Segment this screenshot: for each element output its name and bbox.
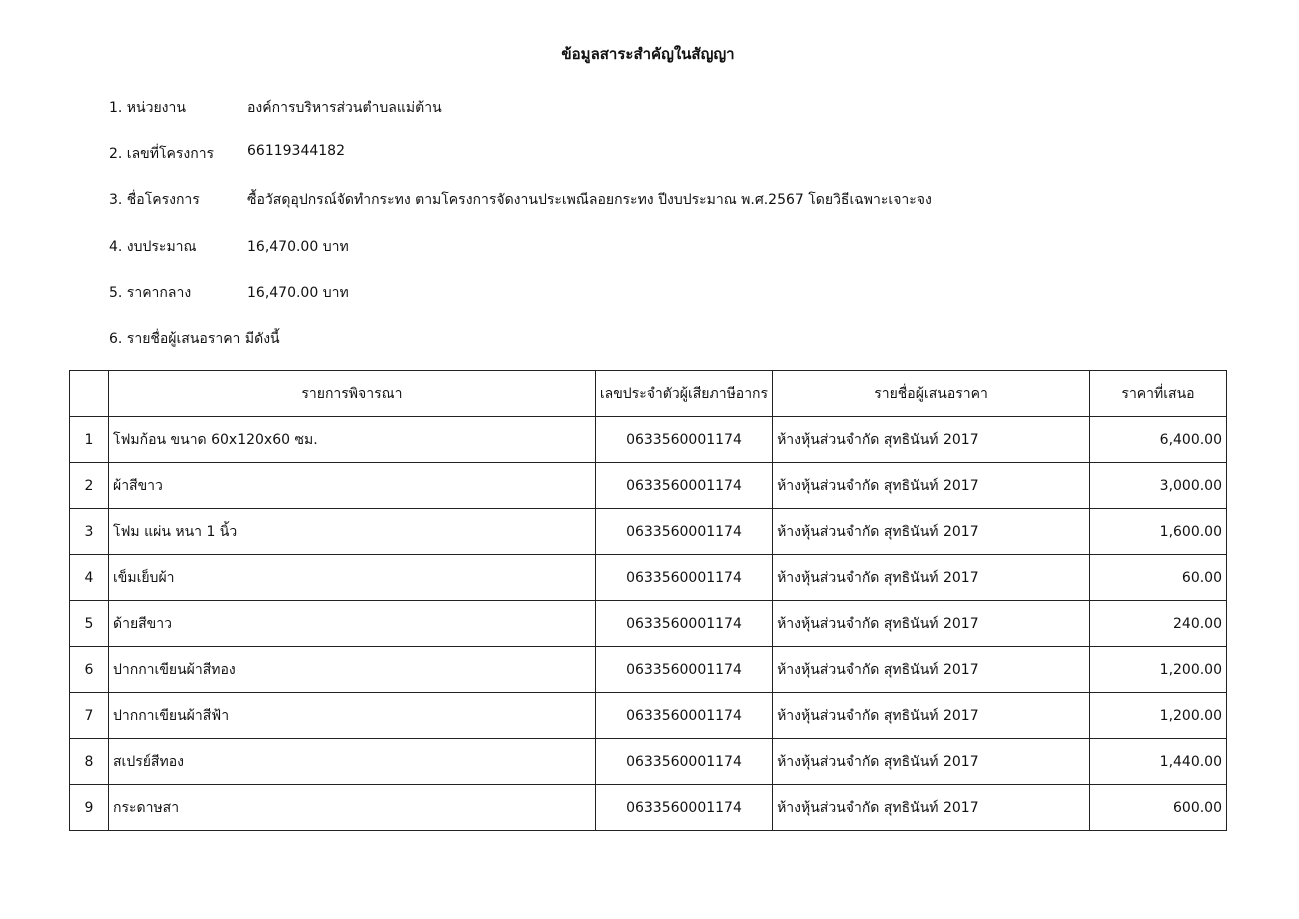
cell-number: 8	[70, 739, 109, 785]
cell-item: ด้ายสีขาว	[108, 601, 595, 647]
header-price: ราคาที่เสนอ	[1090, 371, 1227, 417]
cell-number: 4	[70, 555, 109, 601]
cell-number: 6	[70, 647, 109, 693]
cell-item: ปากกาเขียนผ้าสีฟ้า	[108, 693, 595, 739]
header-item: รายการพิจารณา	[108, 371, 595, 417]
cell-price: 6,400.00	[1090, 417, 1227, 463]
cell-tax-id: 0633560001174	[595, 785, 772, 831]
cell-item: ผ้าสีขาว	[108, 463, 595, 509]
offers-table	[69, 370, 1227, 831]
cell-bidder: ห้างหุ้นส่วนจำกัด สุทธินันท์ 2017	[773, 647, 1090, 693]
table-row	[70, 555, 1227, 601]
info-value: ซื้อวัสดุอุปกรณ์จัดทำกระทง ตามโครงการจัดงานประเพณีลอยกระทง ปีงบประมาณ พ.ศ.2567 โดยวิธีเฉพาะเจาะจง	[247, 192, 932, 208]
cell-bidder: ห้างหุ้นส่วนจำกัด สุทธินันท์ 2017	[773, 463, 1090, 509]
cell-price: 1,600.00	[1090, 509, 1227, 555]
info-value: องค์การบริหารส่วนตำบลแม่ต้าน	[247, 100, 442, 116]
info-value: 16,470.00 บาท	[247, 239, 349, 255]
cell-price: 600.00	[1090, 785, 1227, 831]
cell-price: 60.00	[1090, 555, 1227, 601]
cell-number: 2	[70, 463, 109, 509]
cell-bidder: ห้างหุ้นส่วนจำกัด สุทธินันท์ 2017	[773, 739, 1090, 785]
cell-tax-id: 0633560001174	[595, 417, 772, 463]
table-row	[70, 739, 1227, 785]
info-label: 3. ชื่อโครงการ	[109, 192, 200, 208]
cell-bidder: ห้างหุ้นส่วนจำกัด สุทธินันท์ 2017	[773, 785, 1090, 831]
table-row	[70, 509, 1227, 555]
info-label: 6. รายชื่อผู้เสนอราคา มีดังนี้	[109, 331, 280, 347]
info-value: 16,470.00 บาท	[247, 285, 349, 301]
cell-item: โฟม แผ่น หนา 1 นิ้ว	[108, 509, 595, 555]
table-row	[70, 463, 1227, 509]
cell-number: 3	[70, 509, 109, 555]
header-number	[70, 371, 109, 417]
cell-tax-id: 0633560001174	[595, 463, 772, 509]
cell-item: กระดาษสา	[108, 785, 595, 831]
info-label: 4. งบประมาณ	[109, 239, 197, 255]
table-row	[70, 693, 1227, 739]
document-title: ข้อมูลสาระสำคัญในสัญญา	[561, 45, 735, 63]
cell-item: สเปรย์สีทอง	[108, 739, 595, 785]
cell-number: 1	[70, 417, 109, 463]
cell-tax-id: 0633560001174	[595, 647, 772, 693]
table-row	[70, 647, 1227, 693]
header-bidder: รายชื่อผู้เสนอราคา	[773, 371, 1090, 417]
cell-number: 7	[70, 693, 109, 739]
table-row	[70, 417, 1227, 463]
cell-price: 1,200.00	[1090, 693, 1227, 739]
table-row	[70, 785, 1227, 831]
cell-price: 240.00	[1090, 601, 1227, 647]
cell-tax-id: 0633560001174	[595, 693, 772, 739]
cell-number: 5	[70, 601, 109, 647]
cell-price: 3,000.00	[1090, 463, 1227, 509]
cell-price: 1,200.00	[1090, 647, 1227, 693]
cell-bidder: ห้างหุ้นส่วนจำกัด สุทธินันท์ 2017	[773, 601, 1090, 647]
cell-bidder: ห้างหุ้นส่วนจำกัด สุทธินันท์ 2017	[773, 509, 1090, 555]
cell-tax-id: 0633560001174	[595, 509, 772, 555]
cell-number: 9	[70, 785, 109, 831]
cell-item: เข็มเย็บผ้า	[108, 555, 595, 601]
info-label: 2. เลขที่โครงการ	[109, 146, 215, 162]
cell-tax-id: 0633560001174	[595, 739, 772, 785]
info-label: 5. ราคากลาง	[109, 285, 192, 301]
cell-bidder: ห้างหุ้นส่วนจำกัด สุทธินันท์ 2017	[773, 417, 1090, 463]
cell-tax-id: 0633560001174	[595, 601, 772, 647]
header-tax-id: เลขประจำตัวผู้เสียภาษีอากร	[595, 371, 772, 417]
info-value: 66119344182	[247, 143, 345, 159]
cell-item: ปากกาเขียนผ้าสีทอง	[108, 647, 595, 693]
cell-item: โฟมก้อน ขนาด 60x120x60 ซม.	[108, 417, 595, 463]
cell-bidder: ห้างหุ้นส่วนจำกัด สุทธินันท์ 2017	[773, 693, 1090, 739]
cell-tax-id: 0633560001174	[595, 555, 772, 601]
info-label: 1. หน่วยงาน	[109, 100, 186, 116]
table-row	[70, 601, 1227, 647]
table-header-row	[70, 371, 1227, 417]
cell-price: 1,440.00	[1090, 739, 1227, 785]
cell-bidder: ห้างหุ้นส่วนจำกัด สุทธินันท์ 2017	[773, 555, 1090, 601]
